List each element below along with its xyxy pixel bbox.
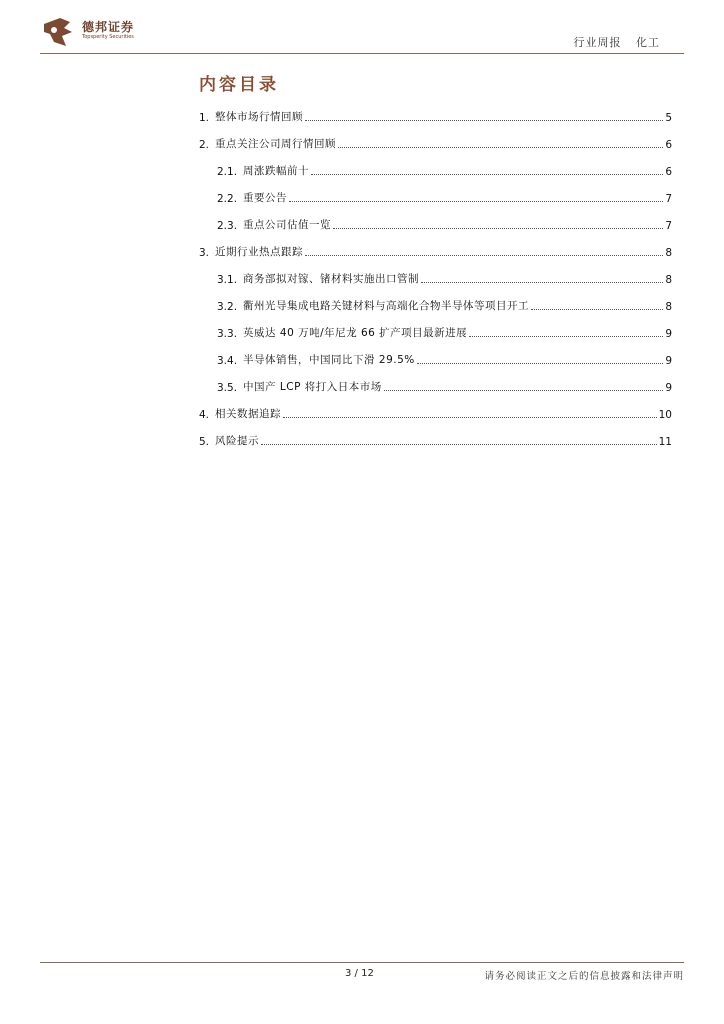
logo-icon (40, 14, 80, 50)
toc-subentry[interactable] (217, 189, 672, 205)
toc-entry[interactable] (199, 135, 672, 151)
logo-text: 德邦证券 (82, 20, 135, 34)
toc-entry-number: 3.3. (217, 328, 238, 340)
toc-leader (283, 417, 657, 418)
toc-entry[interactable] (199, 108, 672, 124)
footer-disclaimer: 请务必阅读正文之后的信息披露和法律声明 (484, 971, 684, 982)
logo-subtext: Topsperity Securities (82, 34, 134, 40)
toc-entry-label: 近期行业热点跟踪 (215, 246, 304, 258)
toc-subentry[interactable] (217, 351, 672, 367)
toc-leader (338, 147, 663, 148)
toc-entry-number: 4. (199, 409, 210, 421)
footer-divider (40, 962, 684, 963)
toc-subentry[interactable] (217, 324, 672, 340)
toc-entry-label: 整体市场行情回顾 (215, 111, 304, 123)
toc-entry-label: 半导体销售，中国同比下滑 29.5% (243, 354, 415, 366)
header-divider (40, 53, 684, 54)
toc-leader (384, 390, 664, 391)
toc-entry-page: 9 (665, 328, 672, 340)
toc-entry-label: 周涨跌幅前十 (243, 165, 310, 177)
toc-leader (305, 120, 663, 121)
toc-entry-label: 衢州光导集成电路关键材料与高端化合物半导体等项目开工 (243, 300, 530, 312)
toc-entry-number: 2. (199, 139, 210, 151)
toc-entry-page: 6 (665, 166, 672, 178)
toc-leader (311, 174, 663, 175)
toc-subentry[interactable] (217, 297, 672, 313)
toc-entry-number: 2.3. (217, 220, 238, 232)
toc-entry-label: 风险提示 (215, 435, 260, 447)
toc-entry-label: 重点公司估值一览 (243, 219, 332, 231)
toc-entry-label: 商务部拟对镓、锗材料实施出口管制 (243, 273, 420, 285)
toc-entry-number: 3.1. (217, 274, 238, 286)
toc-entry-number: 1. (199, 112, 210, 124)
toc-entry-page: 11 (658, 436, 672, 448)
toc-entry-page: 5 (665, 112, 672, 124)
toc-entry-number: 3.2. (217, 301, 238, 313)
toc-entry-page: 8 (665, 301, 672, 313)
toc-entry-label: 中国产 LCP 将打入日本市场 (243, 381, 382, 393)
toc-leader (261, 444, 657, 445)
toc-leader (469, 336, 663, 337)
toc-entry-number: 2.2. (217, 193, 238, 205)
toc-entry-page: 8 (665, 274, 672, 286)
toc-entry-page: 7 (665, 193, 672, 205)
toc-entry-number: 2.1. (217, 166, 238, 178)
page-indicator: 3 / 12 (345, 968, 374, 979)
toc-leader (421, 282, 663, 283)
toc-subentry[interactable] (217, 216, 672, 232)
company-logo (40, 14, 170, 50)
toc-leader (333, 228, 663, 229)
toc-entry-page: 9 (665, 355, 672, 367)
toc-entry-number: 3.5. (217, 382, 238, 394)
toc-entry-number: 3.4. (217, 355, 238, 367)
toc-entry-page: 10 (658, 409, 672, 421)
toc-entry-label: 重要公告 (243, 192, 288, 204)
toc-leader (531, 309, 663, 310)
report-category (564, 34, 661, 50)
toc-entry-number: 5. (199, 436, 210, 448)
industry-label: 化工 (636, 36, 660, 49)
toc-subentry[interactable] (217, 162, 672, 178)
toc-leader (305, 255, 663, 256)
toc-entry-page: 9 (665, 382, 672, 394)
toc-entry-number: 3. (199, 247, 210, 259)
toc-subentry[interactable] (217, 270, 672, 286)
toc-title: 内容目录 (199, 75, 279, 95)
toc-entry-label: 相关数据追踪 (215, 408, 282, 420)
toc-entry-page: 7 (665, 220, 672, 232)
toc-leader (417, 363, 664, 364)
report-type: 行业周报 (573, 36, 622, 49)
toc-subentry[interactable] (217, 378, 672, 394)
toc-leader (289, 201, 663, 202)
toc-entry-label: 重点关注公司周行情回顾 (215, 138, 337, 150)
toc-entry-label: 英威达 40 万吨/年尼龙 66 扩产项目最新进展 (243, 327, 468, 339)
toc-entry[interactable] (199, 243, 672, 259)
toc-entry[interactable] (199, 405, 672, 421)
toc-entry[interactable] (199, 432, 672, 448)
toc-entry-page: 8 (665, 247, 672, 259)
toc-entry-page: 6 (665, 139, 672, 151)
